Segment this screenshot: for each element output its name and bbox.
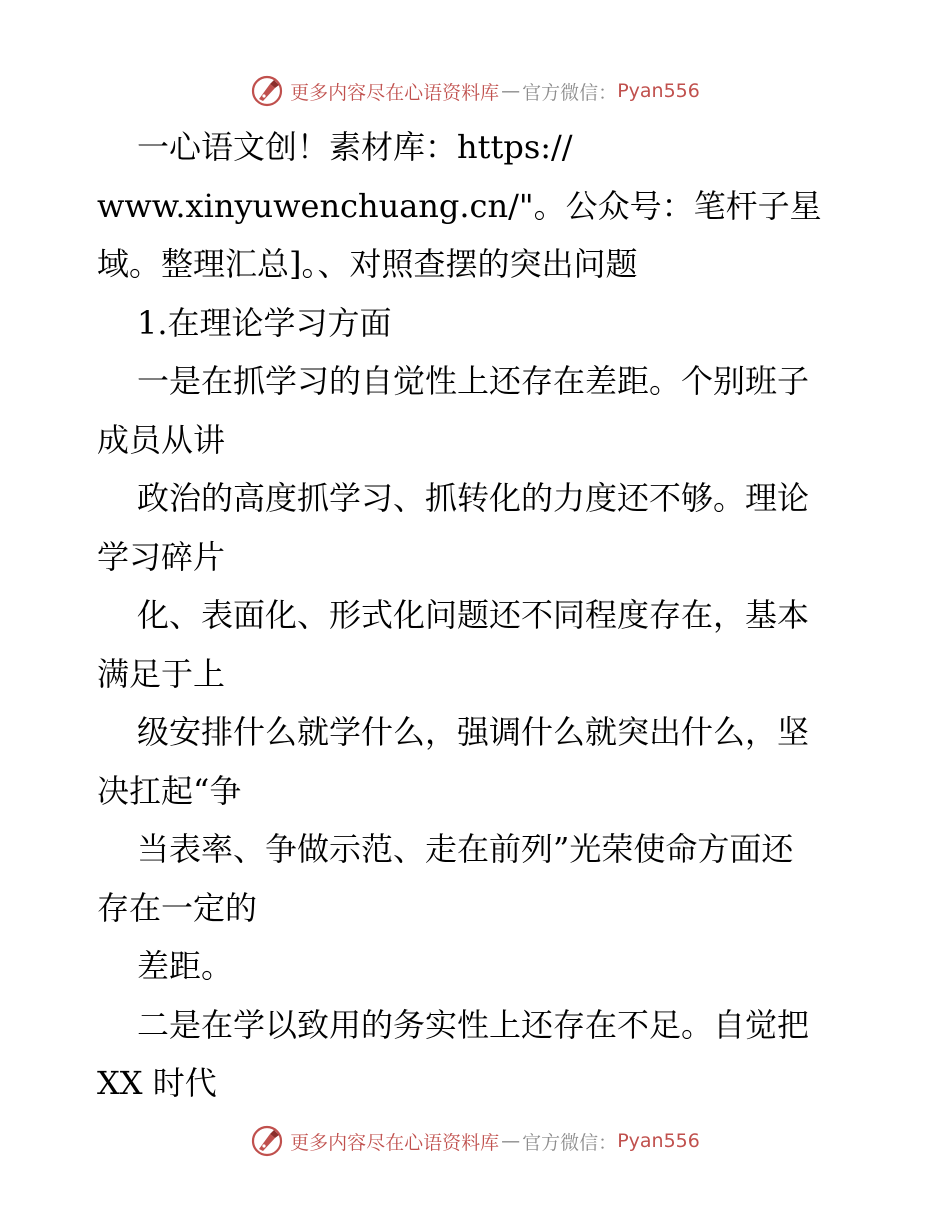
pen-nib-logo-icon [250,74,284,108]
text-line: www.xinyuwenchuang.cn/"。公众号：笔杆子星 [97,186,822,225]
text-line: 域。整理汇总]。、对照查摆的突出问题 [97,245,638,283]
banner-dash: — [501,80,521,102]
banner-wechat-label: 官方微信： [522,81,618,104]
text-line: 政治的高度抓学习、抓转化的力度还不够。理论 [137,479,810,517]
document-body [97,118,857,1113]
banner-dash: — [501,1130,521,1152]
text-line: 一是在抓学习的自觉性上还存在差距。个别班子 [137,362,810,400]
text-line: 当表率、争做示范、走在前列”光荣使命方面还 [137,830,794,868]
text-line: 成员从讲 [97,420,226,459]
text-line: 差距。 [137,947,234,985]
text-line: 满足于上 [97,654,226,693]
footer-watermark-banner [0,1121,950,1161]
banner-text: 更多内容尽在心语资料库 [290,1131,500,1154]
text-line: 化、表面化、形式化问题还不同程度存在，基本 [137,596,810,634]
header-watermark-banner [0,71,950,111]
text-line: XX 时代 [97,1064,217,1102]
banner-text: 更多内容尽在心语资料库 [290,81,500,104]
pen-nib-logo-icon [250,1124,284,1158]
banner-wechat-id: Pyan556 [617,1130,700,1152]
text-line: 一心语文创！素材库：https:// [137,128,573,166]
text-line: 学习碎片 [97,537,226,576]
banner-wechat-id: Pyan556 [617,80,700,102]
section-heading: 1.在理论学习方面 [137,303,392,342]
text-line: 存在一定的 [97,888,258,927]
text-line: 级安排什么就学什么，强调什么就突出什么，坚 [137,713,810,751]
banner-wechat-label: 官方微信： [522,1131,618,1154]
text-line: 决扛起“争 [97,771,242,810]
text-line: 二是在学以致用的务实性上还存在不足。自觉把 [137,1005,810,1044]
